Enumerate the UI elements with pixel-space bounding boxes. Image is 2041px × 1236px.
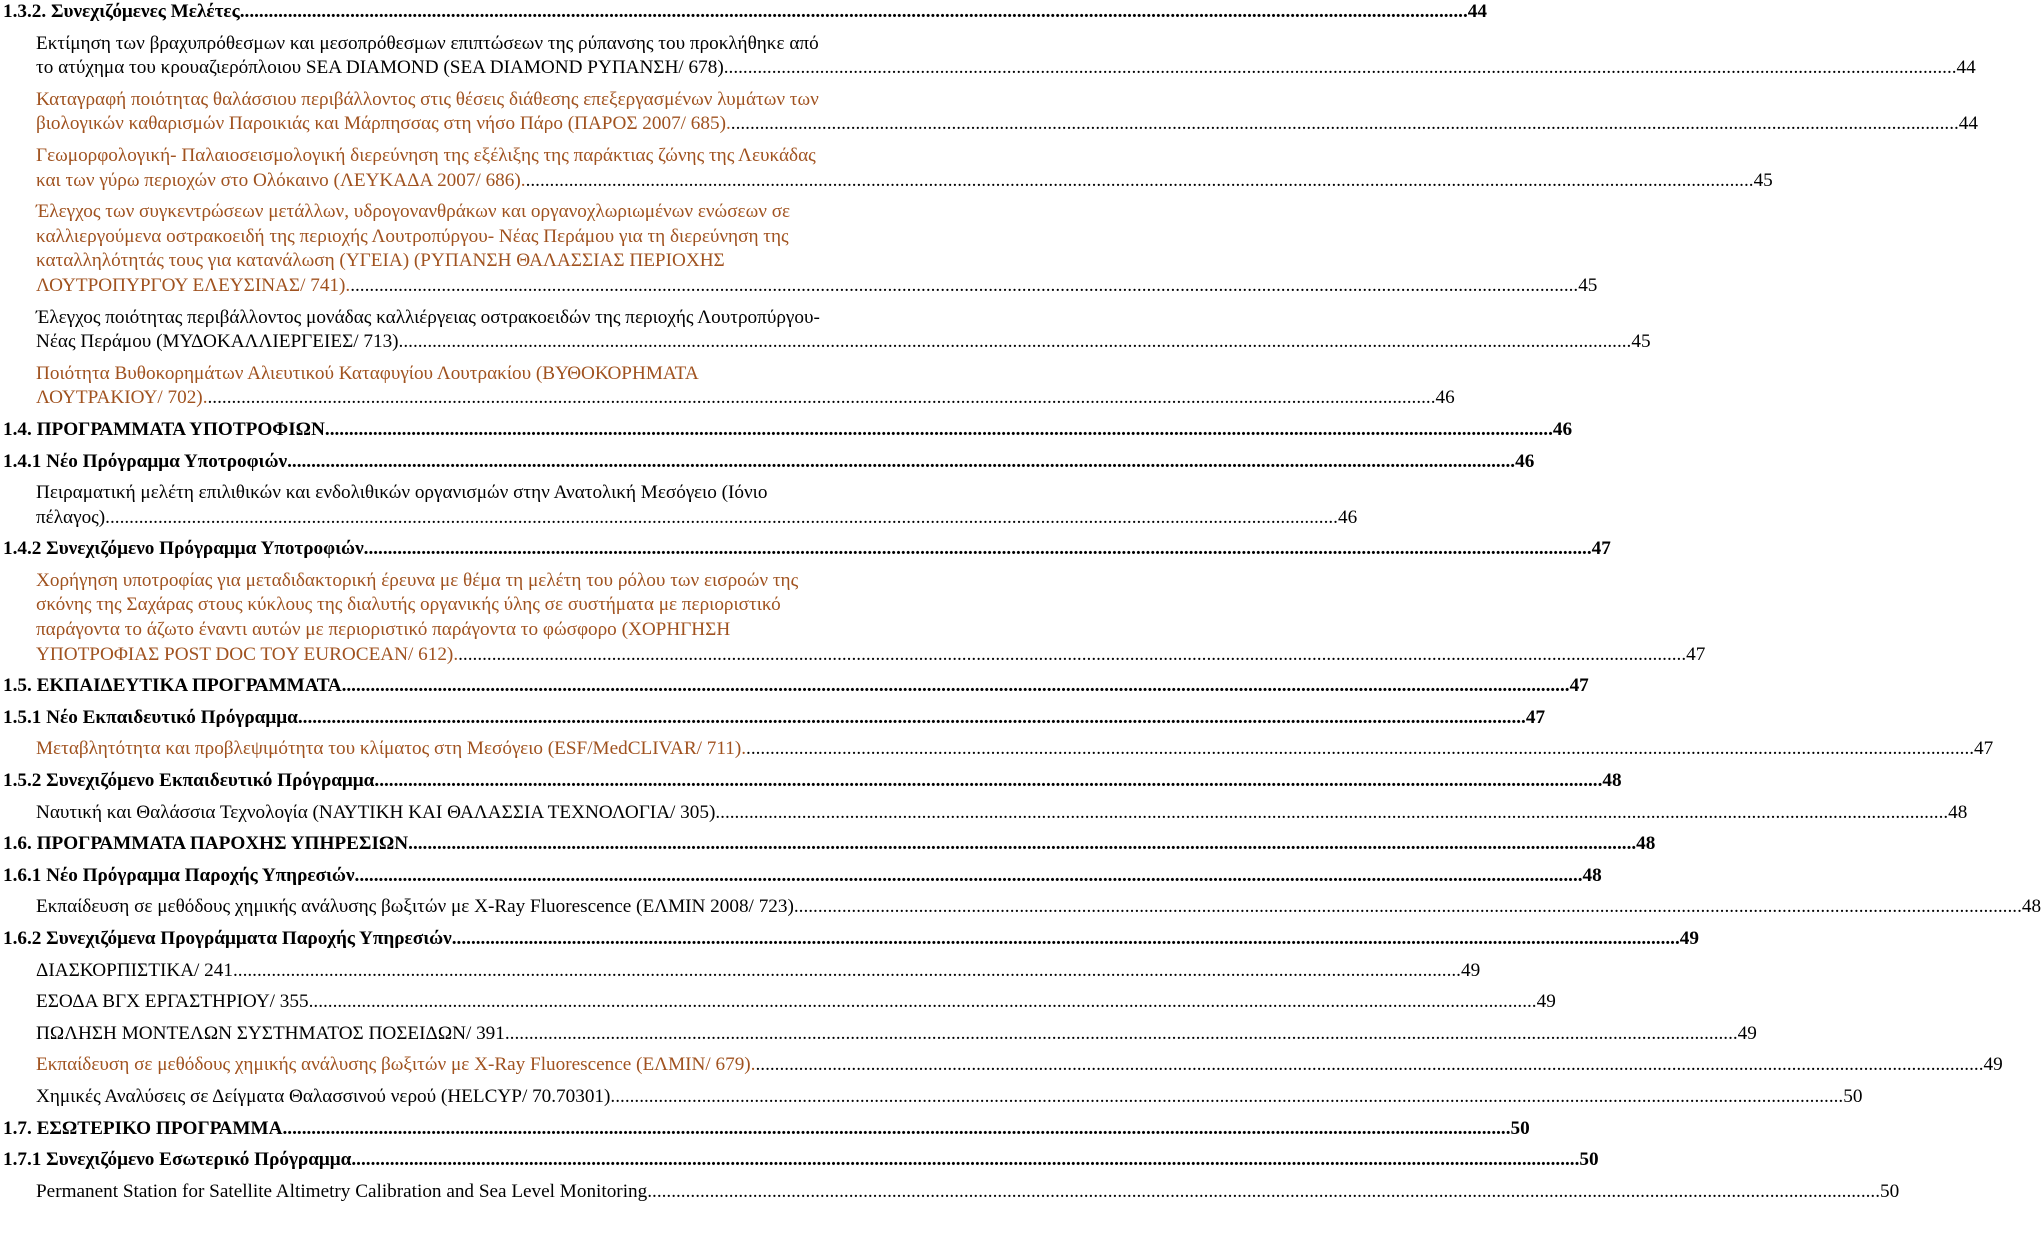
- toc-entry[interactable]: [3, 1117, 1530, 1142]
- dot-leader: [240, 0, 1468, 25]
- toc-entry-last-line: [36, 112, 1978, 137]
- dot-leader: [342, 674, 1570, 699]
- dot-leader: [374, 769, 1602, 794]
- toc-entry-title: ΛΟΥΤΡΑΚΙΟΥ/ 702).: [36, 387, 208, 409]
- dot-leader: [325, 418, 1553, 443]
- toc-entry[interactable]: [36, 144, 1773, 193]
- toc-entry[interactable]: [3, 418, 1573, 443]
- dot-leader: [526, 169, 1754, 194]
- dot-leader: [794, 895, 2022, 920]
- toc-entry[interactable]: [36, 737, 1994, 762]
- toc-entry-title: Χημικές Αναλύσεις σε Δείγματα Θαλασσινού νερού (HELCYP/ 70.70301).: [36, 1085, 616, 1107]
- dot-leader: [458, 643, 1686, 668]
- toc-entry-last-line: [3, 1148, 1599, 1173]
- toc-entry-title: βιολογικών καθαρισμών Παροικιάς και Μάρπησσας στη νήσο Πάρο (ΠΑΡΟΣ 2007/ 685).: [36, 113, 731, 135]
- dot-leader: [452, 927, 1680, 952]
- toc-entry-title: ΕΣΟΔΑ ΒΓΧ ΕΡΓΑΣΤΗΡΙΟΥ/ 355: [36, 991, 309, 1013]
- toc-page-number: 44: [1958, 113, 1978, 135]
- toc-entry-title: Permanent Station for Satellite Altimetry Calibration and Sea Level Monitoring.: [36, 1180, 653, 1202]
- toc-entry-line: Γεωμορφολογική- Παλαιοσεισμολογική διερεύνηση της εξέλιξης της παράκτιας ζώνης της Λευκάδας: [36, 144, 816, 166]
- toc-page-number: 48: [1948, 801, 1968, 823]
- toc-page-number: 49: [1536, 991, 1556, 1013]
- dot-leader: [652, 1180, 1880, 1205]
- toc-entry-title: 1.5.1 Νέο Εκπαιδευτικό Πρόγραμμα: [3, 706, 298, 728]
- toc-entry-last-line: [3, 537, 1611, 562]
- toc-entry-title: και των γύρω περιοχών στο Ολόκαινο (ΛΕΥΚΑΔΑ 2007/ 686).: [36, 169, 526, 191]
- toc-entry[interactable]: [3, 1148, 1599, 1173]
- toc-entry-title: ΥΠΟΤΡΟΦΙΑΣ POST DOC TOY EUROCEAN/ 612).: [36, 643, 459, 665]
- toc-entry[interactable]: [3, 537, 1611, 562]
- dot-leader: [283, 1117, 1511, 1142]
- toc-page-number: 45: [1578, 274, 1598, 296]
- toc-entry-last-line: [3, 1117, 1530, 1142]
- toc-entry[interactable]: [36, 200, 1598, 298]
- toc-page-number: 47: [1569, 675, 1589, 697]
- toc-entry[interactable]: [3, 927, 1699, 952]
- toc-page-number: 49: [1983, 1054, 2003, 1076]
- toc-entry-last-line: [36, 1053, 2003, 1078]
- toc-entry-title: Εκπαίδευση σε μεθόδους χημικής ανάλυσης βωξιτών με X-Ray Fluorescence (ΕΛΜΙΝ 2008/ 723): [36, 896, 794, 918]
- toc-entry[interactable]: [36, 32, 1976, 81]
- toc-entry[interactable]: [36, 1022, 1757, 1047]
- toc-entry-last-line: [3, 0, 1487, 25]
- toc-entry-title: 1.5.2 Συνεχιζόμενο Εκπαιδευτικό Πρόγραμμα: [3, 770, 375, 792]
- toc-entry-last-line: [36, 1180, 1900, 1205]
- toc-page-number: 47: [1591, 538, 1611, 560]
- toc-entry-title: 1.3.2. Συνεχιζόμενες Μελέτες: [3, 1, 240, 22]
- toc-entry-title: 1.5. ΕΚΠΑΙΔΕΥΤΙΚΑ ΠΡΟΓΡΑΜΜΑΤΑ: [3, 675, 342, 697]
- toc-entry[interactable]: [36, 1085, 1863, 1110]
- toc-entry-title: 1.6.1 Νέο Πρόγραμμα Παροχής Υπηρεσιών: [3, 864, 355, 886]
- toc-page-number: 48: [1636, 833, 1656, 855]
- toc-entry[interactable]: [36, 88, 1978, 137]
- toc-entry[interactable]: [36, 990, 1556, 1015]
- toc-entry-line: Έλεγχος των συγκεντρώσεων μετάλλων, υδρογονανθράκων και οργανοχλωριωμένων ενώσεων σε: [36, 201, 791, 223]
- dot-leader: [746, 737, 1974, 762]
- toc-entry[interactable]: [3, 674, 1589, 699]
- dot-leader: [309, 990, 1537, 1015]
- toc-page-number: 49: [1460, 959, 1481, 981]
- toc-entry-last-line: [36, 895, 2041, 920]
- toc-entry-last-line: [36, 737, 1994, 762]
- toc-page-number: 47: [1974, 738, 1994, 760]
- toc-entry-title: 1.4.1 Νέο Πρόγραμμα Υποτροφιών: [3, 450, 288, 472]
- toc-entry-last-line: [36, 959, 1481, 984]
- toc-page-number: 50: [1880, 1180, 1900, 1202]
- toc-entry-last-line: [36, 169, 1773, 194]
- dot-leader: [298, 706, 1526, 731]
- toc-entry[interactable]: [36, 569, 1706, 667]
- dot-leader: [351, 1148, 1579, 1173]
- toc-entry[interactable]: [36, 306, 1651, 355]
- toc-entry-line: Πειραματική μελέτη επιλιθικών και ενδολιθικών οργανισμών στην Ανατολική Μεσόγειο (Ιόνιο: [36, 482, 768, 504]
- toc-entry[interactable]: [3, 0, 1487, 25]
- toc-entry-title: Μεταβλητότητα και προβλεψιμότητα του κλίματος στη Μεσόγειο (ESF/MedCLIVAR/ 711).: [36, 738, 747, 760]
- toc-entry[interactable]: [36, 362, 1455, 411]
- toc-entry-title: 1.6. ΠΡΟΓΡΑΜΜΑΤΑ ΠΑΡΟΧΗΣ ΥΠΗΡΕΣΙΩΝ: [3, 833, 409, 855]
- toc-entry-line: Χορήγηση υποτροφίας για μεταδιδακτορική έρευνα με θέμα τη μελέτη του ρόλου των εισροών της: [36, 569, 799, 591]
- toc-entry[interactable]: [3, 864, 1602, 889]
- toc-entry-last-line: [3, 832, 1656, 857]
- toc-page-number: 48: [1582, 864, 1602, 886]
- toc-entry-last-line: [36, 1022, 1757, 1047]
- toc-page-number: 50: [1579, 1149, 1599, 1171]
- dot-leader: [350, 274, 1578, 299]
- toc-page-number: 48: [2021, 896, 2041, 918]
- dot-leader: [755, 1053, 1983, 1078]
- dot-leader: [615, 1085, 1843, 1110]
- toc-entry-title: ΠΩΛΗΣΗ ΜΟΝΤΕΛΩΝ ΣΥΣΤΗΜΑΤΟΣ ΠΟΣΕΙΔΩΝ/ 391.: [36, 1022, 510, 1044]
- dot-leader: [403, 330, 1631, 355]
- toc-entry-title: το ατύχημα του κρουαζιερόπλοιου SEA DIAMOND (SEA DIAMOND ΡΥΠΑΝΣΗ/ 678).: [36, 57, 729, 79]
- dot-leader: [233, 959, 1461, 984]
- dot-leader: [510, 1022, 1738, 1047]
- dot-leader: [731, 112, 1959, 137]
- toc-entry-line: Καταγραφή ποιότητας θαλάσσιου περιβάλλοντος στις θέσεις διάθεσης επεξεργασμένων λυμάτων των: [36, 88, 819, 110]
- toc-page-number: 45: [1631, 331, 1651, 353]
- toc-entry-last-line: [36, 990, 1556, 1015]
- toc-entry-last-line: [36, 643, 1706, 668]
- dot-leader: [208, 386, 1436, 411]
- toc-page-number: 50: [1843, 1085, 1863, 1107]
- toc-entry[interactable]: [36, 1180, 1900, 1205]
- dot-leader: [355, 864, 1583, 889]
- toc-entry-title: 1.7.1 Συνεχιζόμενο Εσωτερικό Πρόγραμμα: [3, 1149, 352, 1171]
- toc-page-number: 44: [1956, 57, 1976, 79]
- toc-entry[interactable]: [3, 450, 1535, 475]
- toc-entry-title: 1.6.2 Συνεχιζόμενα Προγράμματα Παροχής Υπηρεσιών: [3, 928, 452, 949]
- toc-entry-title: Ναυτική και Θαλάσσια Τεχνολογία (ΝΑΥΤΙΚΗ ΚΑΙ ΘΑΛΑΣΣΙΑ ΤΕΧΝΟΛΟΓΙΑ/ 305).: [36, 801, 721, 823]
- toc-entry-title: 1.4.2 Συνεχιζόμενο Πρόγραμμα Υποτροφιών: [3, 538, 364, 560]
- toc-entry-line: Έλεγχος ποιότητας περιβάλλοντος μονάδας καλλιέργειας οστρακοειδών της περιοχής Λουτροπύργου-: [36, 306, 820, 328]
- toc-entry-title: πέλαγος).: [36, 506, 110, 528]
- toc-entry-last-line: [36, 506, 1358, 531]
- toc-entry-last-line: [3, 864, 1602, 889]
- toc-page-number: 49: [1679, 928, 1699, 949]
- toc-entry[interactable]: [36, 1053, 2003, 1078]
- toc-entry[interactable]: [3, 706, 1546, 731]
- toc-entry-last-line: [3, 674, 1589, 699]
- dot-leader: [110, 506, 1338, 531]
- toc-entry-title: ΛΟΥΤΡΟΠΥΡΓΟΥ ΕΛΕΥΣΙΝΑΣ/ 741).: [36, 274, 351, 296]
- dot-leader: [408, 832, 1636, 857]
- toc-entry-line: σκόνης της Σαχάρας στους κύκλους της διαλυτής οργανικής ύλης σε συστήματα με περιοριστικό: [36, 594, 781, 616]
- toc-entry-last-line: [36, 1085, 1863, 1110]
- toc-entry-title: 1.4. ΠΡΟΓΡΑΜΜΑΤΑ ΥΠΟΤΡΟΦΙΩΝ: [3, 418, 325, 440]
- toc-entry-last-line: [36, 56, 1976, 81]
- toc-entry-last-line: [3, 706, 1546, 731]
- toc-page-number: 47: [1525, 706, 1546, 728]
- toc-page-number: 46: [1552, 418, 1573, 440]
- toc-entry-line: Εκτίμηση των βραχυπρόθεσμων και μεσοπρόθεσμων επιπτώσεων της ρύπανσης του προκλήθηκε από: [36, 32, 819, 54]
- toc-entry-last-line: [3, 450, 1535, 475]
- toc-entry[interactable]: [36, 801, 1968, 826]
- toc-page-number: 45: [1753, 169, 1773, 191]
- dot-leader: [287, 450, 1515, 475]
- toc-page-number: 46: [1337, 506, 1358, 528]
- toc-entry-title: ΔΙΑΣΚΟΡΠΙΣΤΙΚΑ/ 241: [36, 959, 233, 981]
- toc-entry-title: Εκπαίδευση σε μεθόδους χημικής ανάλυσης βωξιτών με X-Ray Fluorescence (ΕΛΜΙΝ/ 679).: [36, 1054, 756, 1076]
- toc-page-number: 46: [1515, 450, 1535, 472]
- toc-entry-title: 1.7. ΕΣΩΤΕΡΙΚΟ ΠΡΟΓΡΑΜΜΑ: [3, 1117, 283, 1139]
- toc-page-number: 46: [1435, 387, 1455, 409]
- dot-leader: [729, 56, 1957, 81]
- toc-entry-last-line: [36, 274, 1598, 299]
- toc-entry-line: καταλληλότητάς τους για κατανάλωση (ΥΓΕΙΑ) (ΡΥΠΑΝΣΗ ΘΑΛΑΣΣΙΑΣ ΠΕΡΙΟΧΗΣ: [36, 250, 725, 272]
- toc-entry[interactable]: [36, 895, 2041, 920]
- toc-entry-last-line: [3, 927, 1699, 952]
- toc-entry-last-line: [3, 769, 1622, 794]
- toc-entry-line: καλλιεργούμενα οστρακοειδή της περιοχής Λουτροπύργου- Νέας Περάμου για τη διερεύνηση της: [36, 225, 789, 247]
- toc-entry-line: Ποιότητα Βυθοκορημάτων Αλιευτικού Καταφυγίου Λουτρακίου (ΒΥΘΟΚΟΡΗΜΑΤΑ: [36, 362, 699, 384]
- toc-entry[interactable]: [3, 769, 1622, 794]
- toc-entry[interactable]: [36, 481, 1358, 530]
- toc-entry-last-line: [3, 418, 1573, 443]
- toc-entry-last-line: [36, 330, 1651, 355]
- toc-page-number: 44: [1467, 1, 1487, 22]
- toc-page-number: 49: [1737, 1022, 1757, 1044]
- toc-entry-line: παράγοντα το άζωτο έναντι αυτών με περιοριστικό παράγοντα το φώσφορο (ΧΟΡΗΓΗΣΗ: [36, 619, 731, 641]
- toc-page-number: 50: [1510, 1117, 1530, 1139]
- dot-leader: [364, 537, 1592, 562]
- toc-entry-last-line: [36, 801, 1968, 826]
- dot-leader: [720, 801, 1948, 826]
- toc-entry-last-line: [36, 386, 1455, 411]
- toc-entry[interactable]: [3, 832, 1656, 857]
- toc-entry-title: Νέας Περάμου (ΜΥΔΟΚΑΛΛΙΕΡΓΕΙΕΣ/ 713).: [36, 331, 404, 353]
- toc-page-number: 48: [1602, 770, 1622, 792]
- toc-entry[interactable]: [36, 959, 1481, 984]
- toc-page-number: 47: [1686, 643, 1706, 665]
